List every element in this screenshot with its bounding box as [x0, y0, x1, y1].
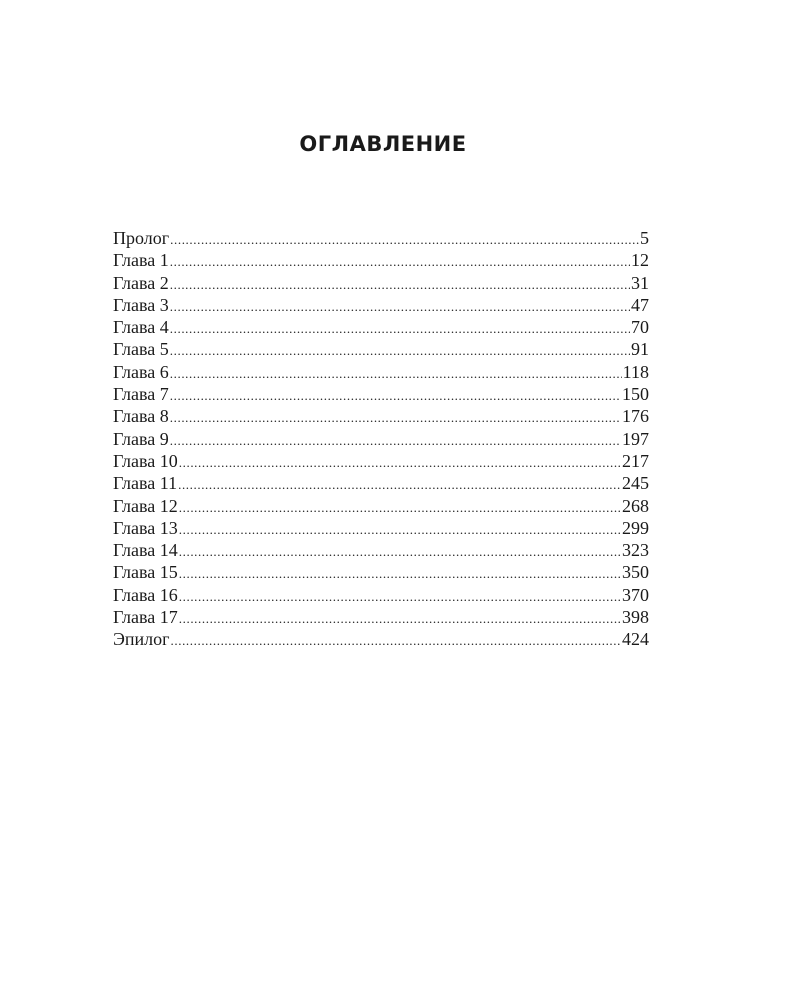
toc-entry[interactable]: [113, 316, 649, 338]
toc-entry-label: Глава 17: [113, 607, 178, 628]
toc-entry-label: Глава 13: [113, 517, 178, 538]
dot-leader: [170, 363, 622, 383]
toc-entry-page-number: 150: [622, 384, 649, 405]
toc-entry[interactable]: [113, 472, 649, 494]
toc-entry[interactable]: [113, 428, 649, 450]
toc-entry-label: Глава 2: [113, 272, 169, 293]
toc-entry-page-number: 47: [631, 294, 649, 315]
toc-entry-page-number: 91: [631, 339, 649, 360]
dot-leader: [170, 274, 630, 294]
toc-entry[interactable]: [113, 383, 649, 405]
dot-leader: [179, 541, 621, 561]
toc-entry[interactable]: [113, 561, 649, 583]
toc-entry-label: Глава 15: [113, 562, 178, 583]
toc-entry-label: Глава 4: [113, 317, 169, 338]
toc-entry-page-number: 370: [622, 584, 649, 605]
toc-entry-page-number: 299: [622, 517, 649, 538]
table-of-contents: [113, 227, 649, 651]
toc-entry[interactable]: [113, 227, 649, 249]
toc-entry-label: Пролог: [113, 228, 170, 248]
dot-leader: [179, 519, 621, 539]
dot-leader: [170, 251, 630, 271]
toc-entry-page-number: 217: [622, 450, 649, 471]
toc-entry-label: Глава 6: [113, 361, 169, 382]
dot-leader: [179, 563, 621, 583]
toc-entry-label: Глава 14: [113, 540, 178, 561]
toc-entry[interactable]: [113, 272, 649, 294]
toc-entry-page-number: 70: [631, 317, 649, 338]
toc-entry-page-number: 5: [640, 228, 649, 248]
dot-leader: [178, 474, 621, 494]
toc-entry-label: Глава 3: [113, 294, 169, 315]
toc-entry[interactable]: [113, 361, 649, 383]
dot-leader: [170, 407, 621, 427]
toc-entry[interactable]: [113, 495, 649, 517]
dot-leader: [170, 318, 630, 338]
toc-entry-label: Глава 5: [113, 339, 169, 360]
toc-entry[interactable]: [113, 249, 649, 271]
toc-entry[interactable]: [113, 539, 649, 561]
toc-entry-label: Глава 1: [113, 250, 169, 271]
toc-entry-page-number: 197: [622, 428, 649, 449]
toc-entry-page-number: 424: [622, 629, 649, 650]
dot-leader: [170, 296, 630, 316]
toc-entry-page-number: 176: [622, 406, 649, 427]
toc-entry-label: Глава 7: [113, 384, 169, 405]
toc-entry-label: Эпилог: [113, 629, 170, 650]
toc-entry[interactable]: [113, 584, 649, 606]
toc-entry-label: Глава 12: [113, 495, 178, 516]
dot-leader: [170, 385, 621, 405]
dot-leader: [171, 630, 621, 650]
dot-leader: [170, 430, 621, 450]
toc-entry-page-number: 12: [631, 250, 649, 271]
toc-entry[interactable]: [113, 405, 649, 427]
toc-entry[interactable]: [113, 606, 649, 628]
dot-leader: [170, 340, 630, 360]
toc-entry-page-number: 245: [622, 473, 649, 494]
toc-entry-label: Глава 16: [113, 584, 178, 605]
toc-entry[interactable]: [113, 338, 649, 360]
toc-entry-label: Глава 11: [113, 473, 178, 494]
toc-entry[interactable]: [113, 294, 649, 316]
toc-entry[interactable]: [113, 517, 649, 539]
dot-leader: [179, 608, 621, 628]
toc-entry-page-number: 323: [622, 540, 649, 561]
toc-entry[interactable]: [113, 450, 649, 472]
toc-entry-page-number: 31: [631, 272, 649, 293]
toc-entry-label: Глава 10: [113, 450, 178, 471]
page-title: ОГЛАВЛЕНИЕ: [299, 132, 467, 157]
toc-entry-label: Глава 9: [113, 428, 169, 449]
toc-entry-page-number: 118: [622, 361, 649, 382]
dot-leader: [179, 452, 621, 472]
dot-leader: [179, 497, 621, 517]
toc-entry-page-number: 398: [622, 607, 649, 628]
dot-leader: [179, 586, 621, 606]
toc-entry-label: Глава 8: [113, 406, 169, 427]
toc-entry-page-number: 350: [622, 562, 649, 583]
toc-entry[interactable]: [113, 628, 649, 650]
toc-entry-page-number: 268: [622, 495, 649, 516]
dot-leader: [170, 229, 639, 249]
